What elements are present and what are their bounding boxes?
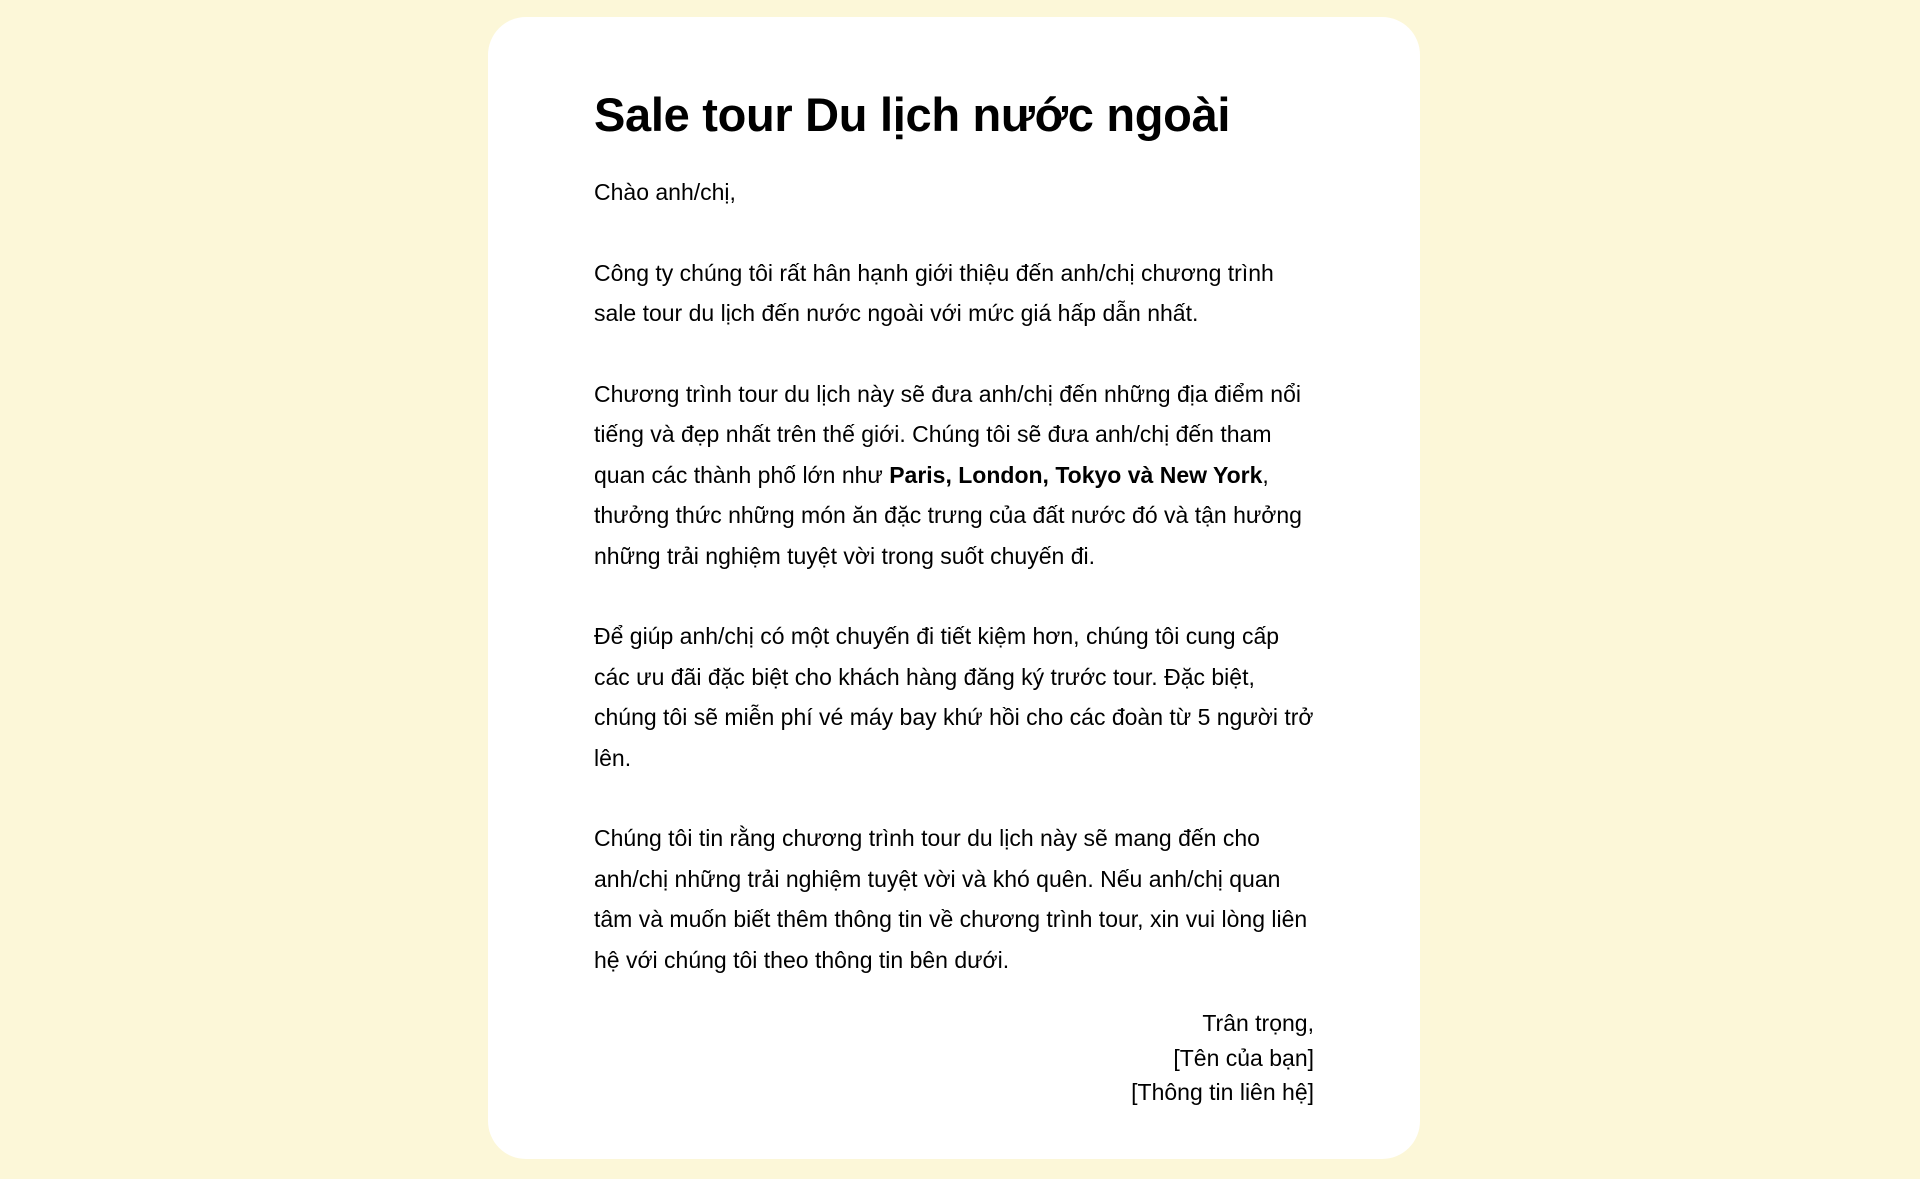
paragraph-closing: Chúng tôi tin rằng chương trình tour du lịch này sẽ mang đến cho anh/chị những trải nghiệm tuyệt vời và khó quên. Nếu anh/chị quan tâm và muốn biết thêm thông tin về chương trình tour, xin vui lòng liên hệ với chúng tôi theo thông tin bên dưới. xyxy=(594,825,1308,973)
sender-name: [Tên của bạn] xyxy=(1173,1044,1314,1071)
sender-contact: [Thông tin liên hệ] xyxy=(1131,1079,1314,1105)
letter-card xyxy=(488,17,1420,1159)
letter-title: Sale tour Du lịch nước ngoài xyxy=(594,88,1231,141)
letter-greeting: Chào anh/chị, xyxy=(594,179,736,205)
paragraph-offers: Để giúp anh/chị có một chuyến đi tiết kiệm hơn, chúng tôi cung cấp các ưu đãi đặc biệt cho khách hàng đăng ký trước tour. Đặc biệt, chúng tôi sẽ miễn phí vé máy bay khứ hồi cho các đoàn từ 5 người trở lên. xyxy=(594,623,1314,771)
closing-phrase: Trân trọng, xyxy=(1202,1010,1314,1036)
paragraph-destinations-text-end: , thưởng thức những món ăn đặc trưng của đất nước đó và tận hưởng những trải nghiệm tuyệt vời trong suốt chuyến đi. xyxy=(594,461,1302,569)
signature-block xyxy=(594,1006,1314,1110)
letter-content xyxy=(594,73,1314,1110)
paragraph-intro: Công ty chúng tôi rất hân hạnh giới thiệu đến anh/chị chương trình sale tour du lịch đến nước ngoài với mức giá hấp dẫn nhất. xyxy=(594,259,1274,326)
paragraph-destinations-text-start: Chương trình tour du lịch này sẽ đưa anh/chị đến những địa điểm nổi tiếng và đẹp nhất trên thế giới. Chúng tôi sẽ đưa anh/chị đến tham quan các thành phố lớn như xyxy=(594,380,1301,488)
paragraph-destinations xyxy=(594,374,1314,577)
highlighted-cities: Paris, London, Tokyo và New York xyxy=(889,461,1263,488)
